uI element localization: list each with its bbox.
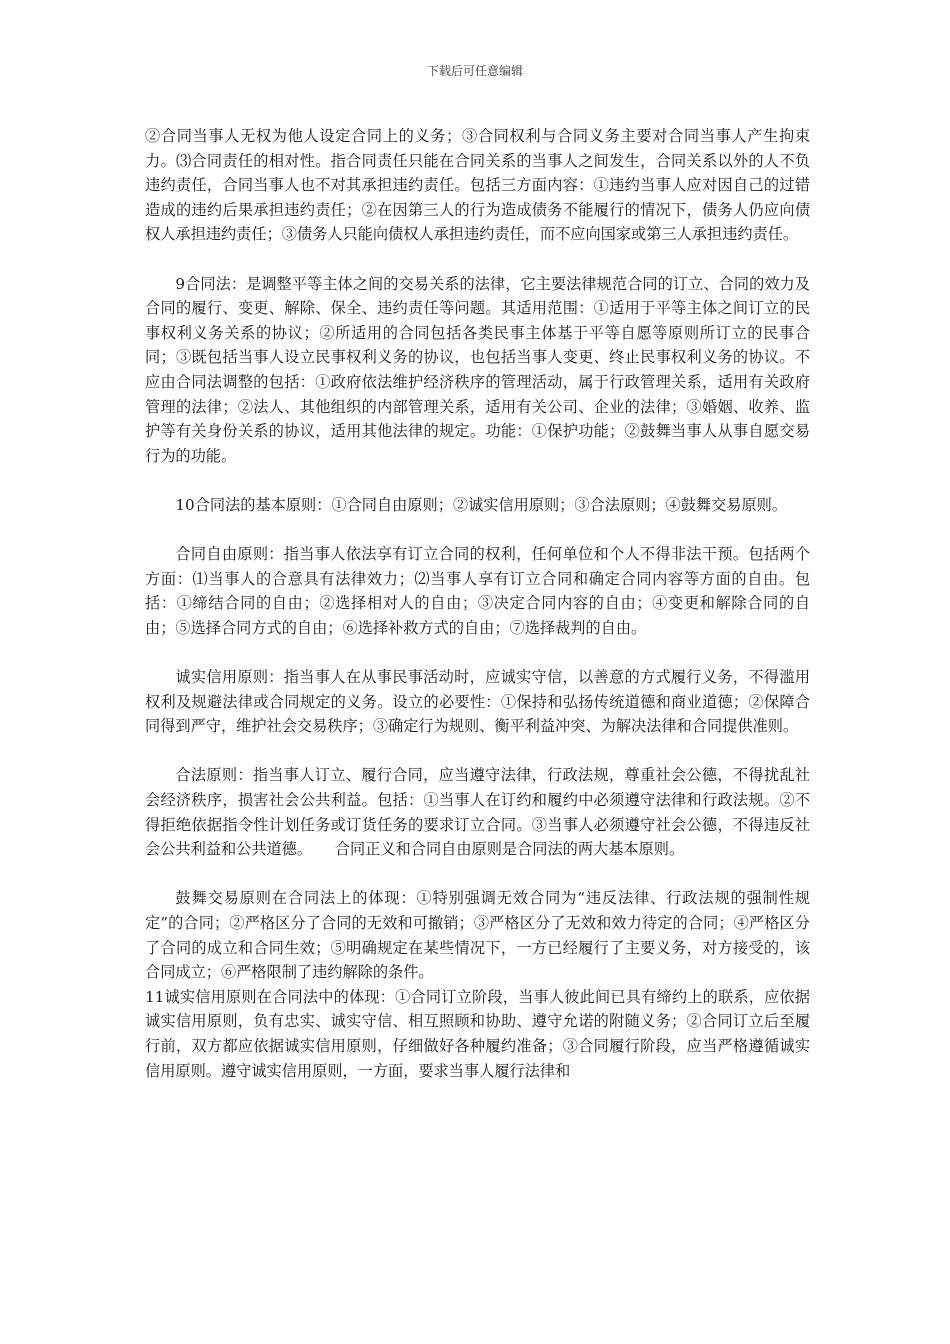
document-body: [145, 124, 810, 1083]
paragraph-4: 合同自由原则：指当事人依法享有订立合同的权利，任何单位和个人不得非法干预。包括两个方面：⑴当事人的合意具有法律效力；⑵当事人享有订立合同和确定合同内容等方面的自由。包括：①缔结合同的自由；②选择相对人的自由；③决定合同内容的自由；④变更和解除合同的自由；⑤选择合同方式的自由；⑥选择补救方式的自由；⑦选择裁判的自由。: [145, 545, 810, 637]
paragraph-2: 9合同法：是调整平等主体之间的交易关系的法律，它主要法律规范合同的订立、合同的效力及合同的履行、变更、解除、保全、违约责任等问题。其适用范围：①适用于平等主体之间订立的民事权利义务关系的协议；②所适用的合同包括各类民事主体基于平等自愿等原则所订立的民事合同；③既包括当事人设立民事权利义务的协议，也包括当事人变更、终止民事权利义务的协议。不应由合同法调整的包括：①政府依法维护经济秩序的管理活动，属于行政管理关系，适用有关政府管理的法律；②法人、其他组织的内部管理关系，适用有关公司、企业的法律；③婚姻、收养、监护等有关身份关系的协议，适用其他法律的规定。功能：①保护功能；②鼓舞当事人从事自愿交易行为的功能。: [145, 274, 810, 465]
paragraph-5: 诚实信用原则：指当事人在从事民事活动时，应诚实守信，以善意的方式履行义务，不得滥用权利及规避法律或合同规定的义务。设立的必要性：①保持和弘扬传统道德和商业道德；②保障合同得到严守，维护社会交易秩序；③确定行为规则、衡平利益冲突、为解决法律和合同提供准则。: [145, 668, 810, 736]
page-header: 下载后可任意编辑: [426, 64, 523, 78]
paragraph-6: 合法原则：指当事人订立、履行合同，应当遵守法律，行政法规，尊重社会公德，不得扰乱社会经济秩序，损害社会公共利益。包括：①当事人在订约和履约中必须遵守法律和行政法规。②不得拒绝依据指令性计划任务或订货任务的要求订立合同。③当事人必须遵守社会公德，不得违反社会公共利益和公共道德。 合同正义和合同自由原则是合同法的两大基本原则。: [145, 766, 810, 859]
paragraph-7: 鼓舞交易原则在合同法上的体现：①特别强调无效合同为“违反法律、行政法规的强制性规定”的合同；②严格区分了合同的无效和可撤销；③严格区分了无效和效力待定的合同；④严格区分了合同的成立和合同生效；⑤明确规定在某些情况下，一方已经履行了主要义务，对方接受的，该合同成立；⑥严格限制了违约解除的条件。: [145, 889, 810, 982]
paragraph-1: ②合同当事人无权为他人设定合同上的义务；③合同权利与合同义务主要对合同当事人产生拘束力。⑶合同责任的相对性。指合同责任只能在合同关系的当事人之间发生，合同关系以外的人不负违约责任，合同当事人也不对其承担违约责任。包括三方面内容：①违约当事人应对因自己的过错造成的违约后果承担违约责任；②在因第三人的行为造成债务不能履行的情况下，债务人仍应向债权人承担违约责任；③债务人只能向债权人承担违约责任，而不应向国家或第三人承担违约责任。: [145, 127, 810, 244]
paragraph-3: 10合同法的基本原则：①合同自由原则；②诚实信用原则；③合法原则；④鼓舞交易原则。: [175, 495, 788, 514]
paragraph-8: 11诚实信用原则在合同法中的体现：①合同订立阶段，当事人彼此间已具有缔约上的联系，应依据诚实信用原则，负有忠实、诚实守信、相互照顾和协助、遵守允诺的附随义务；②合同订立后至履行前，双方都应依据诚实信用原则，仔细做好各种履约准备；③合同履行阶段，应当严格遵循诚实信用原则。遵守诚实信用原则，一方面，要求当事人履行法律和: [145, 987, 810, 1080]
